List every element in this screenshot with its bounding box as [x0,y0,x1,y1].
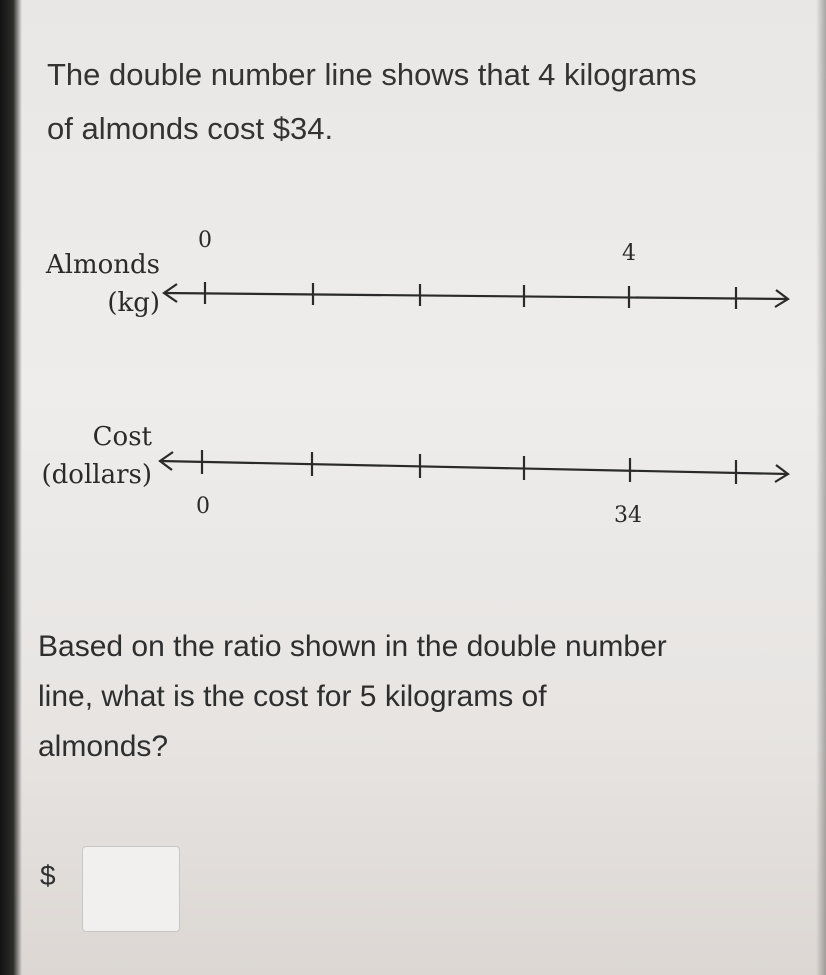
cost-axis-label-line2: (dollars) [41,460,152,490]
cost-tick-label-0: 0 [196,494,210,519]
almonds-number-line [164,282,788,309]
cost-axis-label [22,418,152,494]
intro-line-2: of almonds cost $34. [47,111,334,146]
currency-symbol: $ [40,860,56,891]
screen-right-edge [816,0,826,975]
almonds-axis-label-line2: (kg) [107,288,160,318]
answer-row [40,846,240,934]
screen-left-edge [0,0,22,975]
question-line-1: Based on the ratio shown in the double number [38,630,667,663]
cost-number-line [160,450,788,484]
almonds-tick-label-4: 4 [622,241,636,266]
almonds-axis-line [164,293,788,299]
cost-axis-label-line1: Cost [92,422,152,452]
answer-input[interactable] [82,846,180,932]
almonds-tick-label-0: 0 [198,228,212,253]
question-text [38,622,818,772]
question-line-2: line, what is the cost for 5 kilograms of [38,680,547,713]
cost-axis-line [160,461,788,474]
problem-card [22,0,816,975]
question-line-3: almonds? [38,730,169,763]
intro-line-1: The double number line shows that 4 kilograms [47,57,697,92]
almonds-axis-label-line1: Almonds [45,250,160,280]
cost-tick-label-34: 34 [614,503,642,528]
